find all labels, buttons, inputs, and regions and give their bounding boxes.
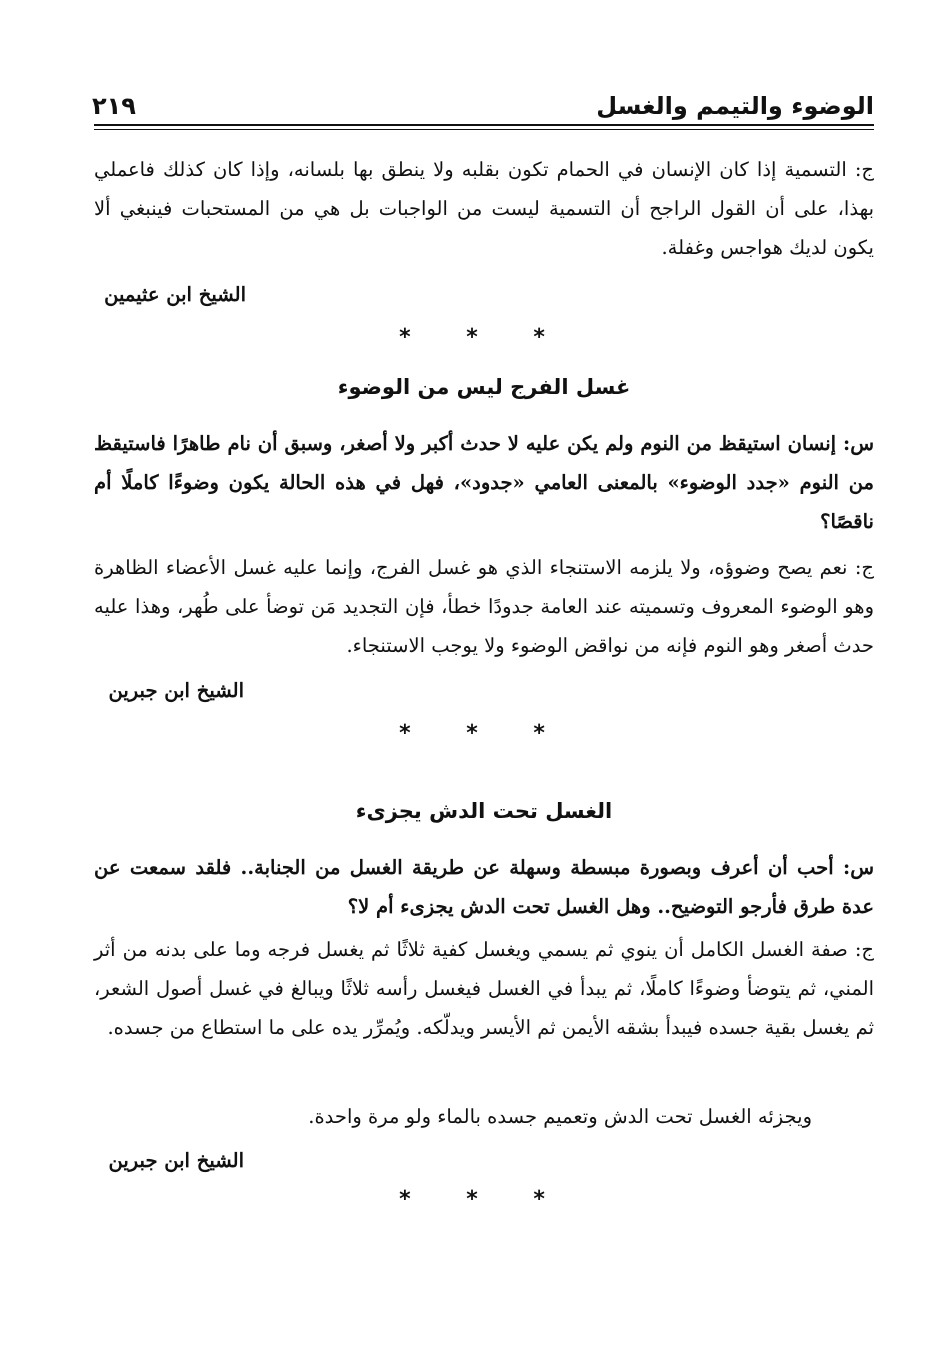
answer-paragraph-3: ج: صفة الغسل الكامل أن ينوي ثم يسمي ويغسل كفية ثلاثًا ثم يغسل فرجه وما على بدنه من أثر المني، ثم يتوضأ وضوءًا كاملًا، ثم يبدأ في الغسل فيغسل رأسه ثلاثًا ويبالغ في غسل أصول الشعر، ثم يغسل بقية جسده فيبدأ بشقه الأيمن ثم الأيسر ويدلّكه. ويُمرِّر يده على ما استطاع من جسده. [94, 938, 874, 1039]
signature-ibn-jibreen: الشيخ ابن جبرين [108, 1149, 244, 1172]
header-rule [94, 124, 874, 126]
page-number: ٢١٩ [92, 92, 136, 120]
header-rule-thin [94, 129, 874, 130]
running-title: الوضوء والتيمم والغسل [596, 92, 874, 120]
separator-stars: * * * [399, 325, 569, 350]
answer-note: ويجزئه الغسل تحت الدش وتعميم جسده بالماء ولو مرة واحدة. [308, 1105, 812, 1128]
question-paragraph-2: س: إنسان استيقظ من النوم ولم يكن عليه لا حدث أكبر ولا أصغر، وسبق أن نام طاهرًا فاستيقظ من النوم «جدد الوضوء» بالمعنى العامي «جدود»، فهل في هذه الحالة يكون وضوءًا كاملًا أم ناقصًا؟ [94, 432, 874, 533]
answer-paragraph-2: ج: نعم يصح وضوؤه، ولا يلزمه الاستنجاء الذي هو غسل الفرج، وإنما عليه غسل الأعضاء الظاهرة وهو الوضوء المعروف وتسميته عند العامة جدودًا خطأ، فإن التجديد مَن توضأ على طُهر، وهذا عليه حدث أصغر وهو النوم فإنه من نواقض الوضوء ولا يوجب الاستنجاء. [94, 556, 874, 657]
separator-stars: * * * [399, 1187, 569, 1212]
signature-ibn-uthaymeen: الشيخ ابن عثيمين [104, 283, 246, 306]
running-header [92, 88, 874, 124]
signature-ibn-jibreen: الشيخ ابن جبرين [108, 679, 244, 702]
answer-paragraph-1: ج: التسمية إذا كان الإنسان في الحمام تكون بقلبه ولا ينطق بها بلسانه، وإذا كان كذلك فاعملي بهذا، على أن القول الراجح أن التسمية ليست من الواجبات بل هي من المستحبات فينبغي ألا يكون لديك هواجس وغفلة. [94, 158, 874, 259]
separator-stars: * * * [399, 721, 569, 746]
section-title-3: الغسل تحت الدش يجزىء [355, 799, 613, 823]
question-paragraph-3: س: أحب أن أعرف وبصورة مبسطة وسهلة عن طريقة الغسل من الجنابة.. فلقد سمعت عن عدة طرق فأرجو التوضيح.. وهل الغسل تحت الدش يجزىء أم لا؟ [94, 856, 874, 918]
section-title-2: غسل الفرج ليس من الوضوء [337, 375, 631, 399]
